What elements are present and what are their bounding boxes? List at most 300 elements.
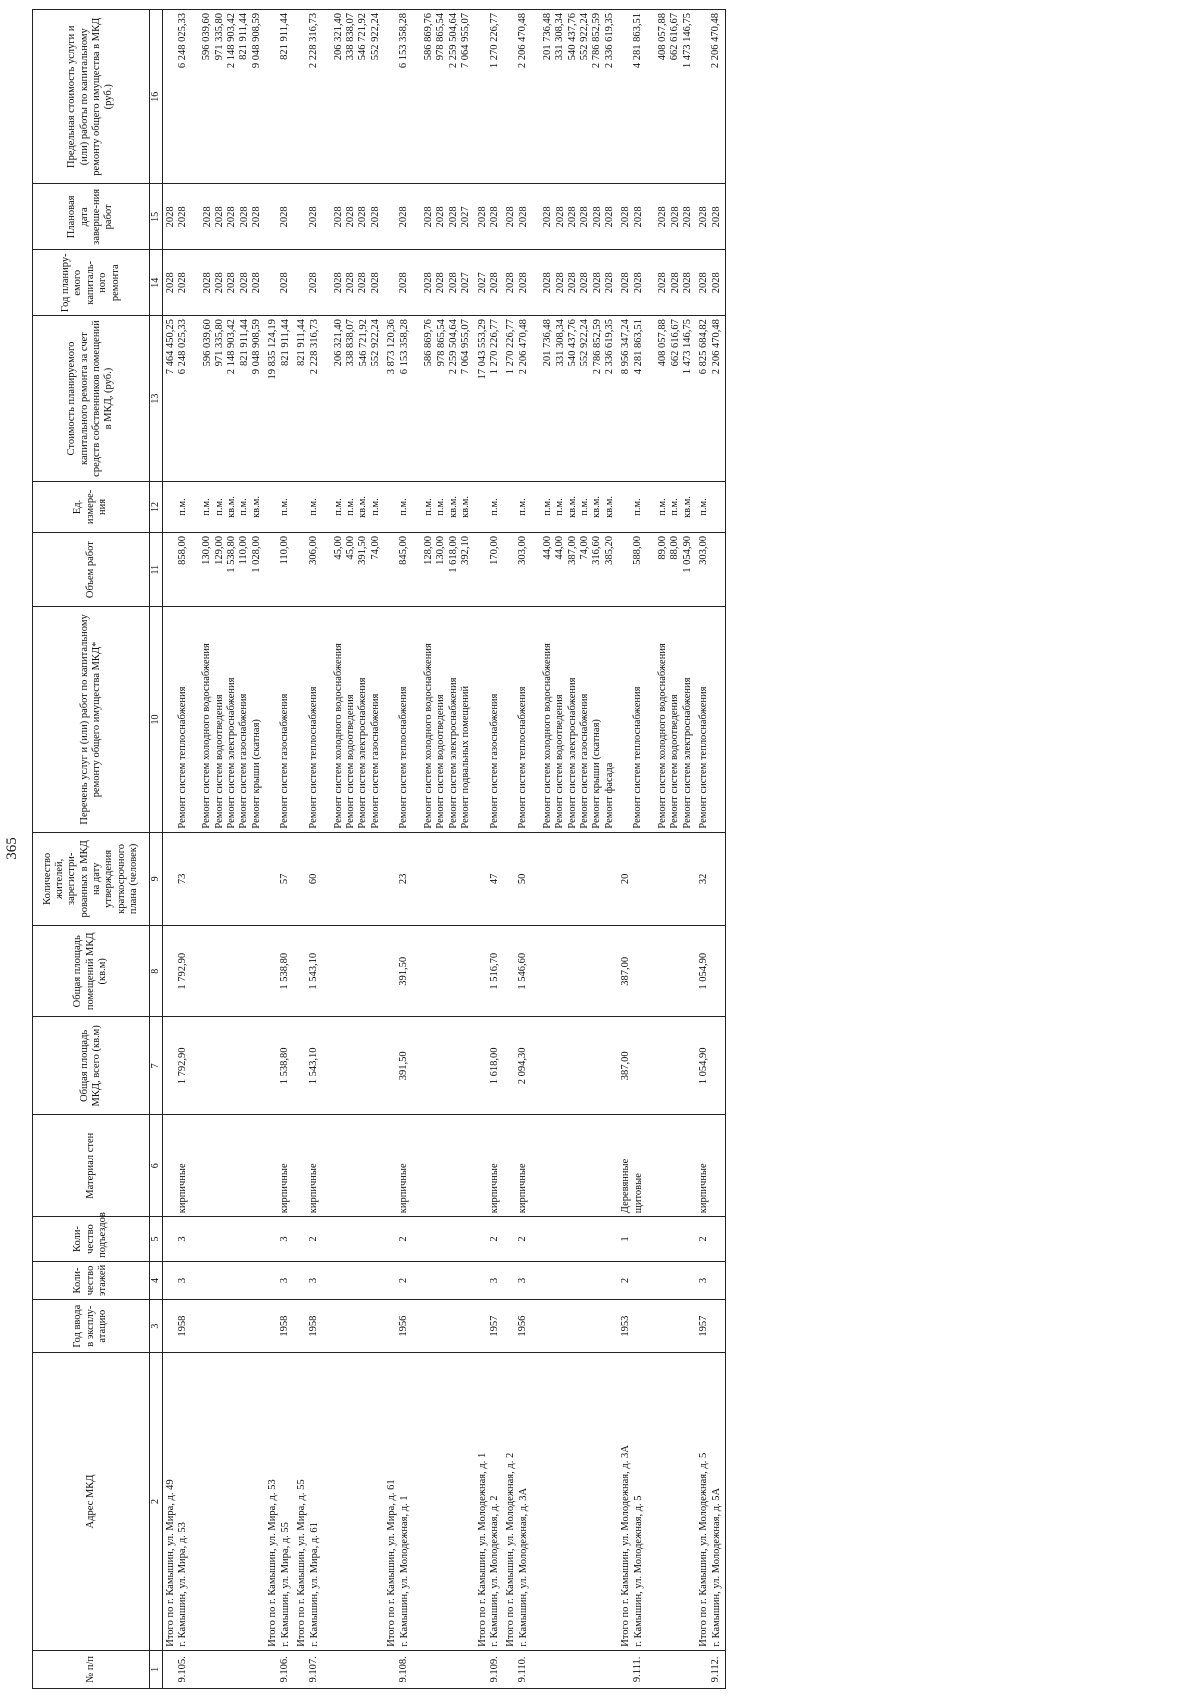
cell-line — [505, 1020, 517, 1111]
cell-res — [475, 832, 504, 926]
column-number: 1 — [150, 1650, 163, 1688]
cell-line: 2028 — [604, 272, 616, 294]
repair-plan-table — [32, 9, 726, 1689]
cell-pdate — [618, 184, 696, 250]
cell-cost — [294, 316, 384, 482]
cell-limit — [162, 10, 265, 184]
cell-line: кирпичные — [279, 1163, 291, 1214]
cell-line: кирпичные — [517, 1163, 529, 1214]
column-number: 10 — [150, 607, 163, 832]
cell-line: 2028 — [657, 206, 669, 228]
cell-line — [165, 485, 177, 529]
cell-line — [165, 1654, 177, 1685]
cell-line — [267, 1020, 279, 1111]
cell-line: 2028 — [698, 206, 710, 228]
cell-line: 586 869,76 — [422, 13, 434, 61]
cell-line — [190, 319, 202, 478]
cell-addr — [265, 1353, 294, 1651]
cell-line: Итого по г. Камышин, ул. Молодежная, д. 1 — [476, 1452, 488, 1647]
cell-line — [386, 1265, 398, 1296]
cell-line: г. Камышин, ул. Молодежная, д. 1 — [398, 1495, 410, 1647]
cell-line: 2 — [698, 1236, 710, 1242]
cell-line: 9.106. — [279, 1656, 291, 1683]
cell-works — [265, 607, 294, 832]
cell-line: 1 473 146,75 — [681, 319, 693, 375]
cell-line: 2 — [517, 1236, 529, 1242]
table-row — [384, 10, 474, 1689]
cell-line — [505, 610, 517, 828]
cell-line — [530, 319, 542, 478]
cell-line — [267, 929, 279, 1013]
cell-line: 2028 — [554, 272, 566, 294]
cell-line: 546 721,92 — [357, 319, 369, 367]
cell-unit — [162, 481, 265, 532]
cell-line — [296, 13, 308, 180]
cell-pdate — [384, 184, 474, 250]
cell-line — [386, 1303, 398, 1349]
cell-line: Ремонт систем теплоснабжения — [698, 686, 710, 829]
cell-line: 44,00 — [554, 535, 566, 560]
cell-line: 2028 — [422, 206, 434, 228]
table-row — [162, 10, 265, 1689]
cell-works — [294, 607, 384, 832]
column-header: Материал стен — [33, 1115, 150, 1217]
cell-line — [386, 836, 398, 923]
cell-line: кв.м. — [591, 495, 603, 518]
cell-line — [267, 610, 279, 828]
cell-line — [620, 1654, 632, 1685]
cell-line — [633, 1020, 645, 1111]
cell-line: 2028 — [238, 272, 250, 294]
column-number: 15 — [150, 184, 163, 250]
cell-line: кв.м. — [681, 495, 693, 518]
cell-parea — [265, 926, 294, 1017]
cell-line: кирпичные — [488, 1163, 500, 1214]
cell-line — [477, 536, 489, 603]
cell-line — [321, 319, 333, 478]
cell-line: 2028 — [357, 272, 369, 294]
cell-line: 2 206 470,48 — [710, 13, 722, 69]
cell-line — [296, 253, 308, 312]
cell-line — [645, 485, 657, 529]
cell-vol — [384, 532, 474, 606]
cell-line: г. Камышин, ул. Молодежная, д. 3А — [517, 1487, 529, 1647]
cell-line: 7 464 450,25 — [164, 319, 176, 375]
cell-line: 821 911,44 — [279, 319, 291, 367]
cell-line — [477, 1265, 489, 1296]
cell-area — [265, 1017, 294, 1115]
cell-line — [411, 187, 423, 246]
cell-line: 45,00 — [344, 535, 356, 560]
cell-line — [296, 836, 308, 923]
cell-line — [620, 610, 632, 828]
cell-line: кв.м. — [459, 495, 471, 518]
cell-line: 2028 — [213, 272, 225, 294]
cell-line: 2028 — [369, 272, 381, 294]
cell-line: 2028 — [710, 272, 722, 294]
cell-line: 57 — [279, 873, 291, 885]
cell-line: 170,00 — [488, 535, 500, 565]
cell-area — [475, 1017, 504, 1115]
cell-pdate — [503, 184, 618, 250]
cell-line — [267, 536, 279, 603]
cell-line: Ремонт систем холодного водоснабжения — [332, 643, 344, 829]
cell-line: кв.м. — [357, 495, 369, 518]
cell-unit — [384, 481, 474, 532]
cell-line: 1956 — [398, 1315, 410, 1337]
cell-line: 50 — [517, 873, 529, 885]
cell-limit — [503, 10, 618, 184]
cell-line — [267, 1654, 279, 1685]
cell-line: кирпичные — [698, 1163, 710, 1214]
cell-line: Ремонт фасада — [603, 762, 615, 829]
cell-line: 331 308,34 — [554, 13, 566, 61]
cell-line: п.м. — [308, 498, 320, 516]
cell-line: 552 922,24 — [578, 13, 590, 61]
cell-line: 128,00 — [422, 535, 434, 565]
cell-line: 1 538,80 — [279, 1047, 291, 1085]
cell-line: 2028 — [579, 206, 591, 228]
cell-line: п.м. — [698, 498, 710, 516]
cell-works — [503, 607, 618, 832]
cell-year — [162, 1300, 265, 1353]
cell-line: Ремонт систем холодного водоснабжения — [541, 643, 553, 829]
cell-line: 1 546,60 — [517, 952, 529, 990]
cell-line: 9.105. — [176, 1656, 188, 1683]
cell-line: 1 270 226,77 — [489, 319, 501, 375]
cell-line: 2028 — [620, 272, 632, 294]
cell-line: 338 838,07 — [345, 319, 357, 367]
cell-line: 387,00 — [620, 956, 632, 986]
cell-line: 6 153 358,28 — [398, 13, 410, 69]
cell-line: 2 094,30 — [517, 1047, 529, 1085]
cell-mat — [294, 1115, 384, 1217]
column-number: 14 — [150, 250, 163, 316]
cell-line: 821 911,44 — [238, 319, 250, 367]
cell-pyear — [475, 250, 504, 316]
cell-line — [165, 1118, 177, 1213]
cell-line: 2 336 619,35 — [603, 13, 615, 69]
cell-addr — [384, 1353, 474, 1651]
cell-line: 2028 — [164, 272, 176, 294]
cell-line — [505, 1265, 517, 1296]
cell-line — [505, 1118, 517, 1213]
cell-line: 1958 — [176, 1315, 188, 1337]
cell-line: 6 248 025,33 — [176, 13, 188, 69]
cell-floors — [162, 1261, 265, 1299]
cell-pyear — [696, 250, 725, 316]
cell-res — [265, 832, 294, 926]
cell-line: 1 792,90 — [176, 952, 188, 990]
cell-line: 23 — [398, 873, 410, 885]
cell-line — [633, 929, 645, 1013]
table-row — [294, 10, 384, 1689]
cell-line: 338 838,07 — [344, 13, 356, 61]
cell-entr — [265, 1217, 294, 1262]
cell-line: 2 336 619,35 — [604, 319, 616, 375]
cell-line: 6 825 684,82 — [698, 319, 710, 375]
cell-res — [618, 832, 696, 926]
cell-line — [530, 13, 542, 180]
cell-works — [696, 607, 725, 832]
cell-line — [267, 1118, 279, 1213]
column-number: 12 — [150, 481, 163, 532]
cell-line — [189, 485, 201, 529]
column-header: Количество жителей, зарегистри-рованных в МКД на дату утверждения краткосрочного плана (человек) — [33, 832, 150, 926]
cell-line: 2028 — [226, 206, 238, 228]
column-number: 9 — [150, 832, 163, 926]
cell-line: 546 721,92 — [357, 13, 369, 61]
cell-floors — [384, 1261, 474, 1299]
cell-line — [505, 536, 517, 603]
column-header: Перечень услуг и (или) работ по капитальному ремонту общего имущества МКД* — [33, 607, 150, 832]
cell-line: Ремонт систем газоснабжения — [279, 693, 291, 829]
cell-line: 2 — [398, 1277, 410, 1284]
cell-line — [477, 1118, 489, 1213]
cell-line: 303,00 — [698, 535, 710, 565]
cell-line — [386, 187, 398, 246]
cell-line: 2028 — [710, 206, 722, 228]
column-number: 13 — [150, 316, 163, 482]
cell-line — [530, 610, 542, 828]
cell-line: 89,00 — [656, 535, 668, 560]
cell-line: 552 922,24 — [579, 319, 591, 367]
cell-line: п.м. — [541, 498, 553, 516]
cell-line: 2028 — [554, 206, 566, 228]
column-number: 3 — [150, 1300, 163, 1353]
cell-line: 391,50 — [398, 956, 410, 986]
cell-line: 2028 — [332, 272, 344, 294]
cell-line: 73 — [176, 873, 188, 885]
column-number: 16 — [150, 10, 163, 184]
cell-unit — [265, 481, 294, 532]
cell-line — [386, 536, 398, 603]
cell-line: Ремонт систем холодного водоснабжения — [201, 643, 213, 829]
cell-line — [165, 1220, 177, 1258]
cell-line: Ремонт систем водоотведения — [669, 694, 681, 829]
column-header: Коли-чество этажей — [33, 1261, 150, 1299]
column-header: № п/п — [33, 1650, 150, 1688]
cell-line — [296, 1654, 308, 1685]
cell-line: 387,00 — [566, 535, 578, 565]
cell-line: 2028 — [332, 206, 344, 228]
cell-line: 3 — [488, 1277, 500, 1284]
cell-line — [633, 1220, 645, 1258]
cell-line — [530, 536, 542, 603]
cell-line — [267, 1220, 279, 1258]
cell-parea — [475, 926, 504, 1017]
cell-line — [386, 253, 398, 312]
cell-area — [503, 1017, 618, 1115]
cell-line: 129,00 — [213, 535, 225, 565]
cell-line: 2028 — [681, 206, 693, 228]
cell-line — [296, 1118, 308, 1213]
cell-line — [386, 1654, 398, 1685]
cell-year — [503, 1300, 618, 1353]
cell-line — [645, 253, 657, 312]
cell-line: 7 064 955,07 — [459, 13, 471, 69]
cell-line: 1956 — [517, 1315, 529, 1337]
cell-unit — [618, 481, 696, 532]
cell-line — [296, 187, 308, 246]
cell-line: 2 786 852,59 — [591, 13, 603, 69]
cell-line — [645, 536, 657, 603]
cell-line: п.м. — [656, 498, 668, 516]
cell-cost — [618, 316, 696, 482]
cell-line — [321, 610, 333, 828]
cell-line: 20 — [620, 873, 632, 885]
cell-line: Деревянные щитовые — [620, 1158, 644, 1214]
cell-line: 2028 — [177, 206, 189, 228]
cell-line: 2028 — [591, 272, 603, 294]
cell-line: 845,00 — [398, 535, 410, 565]
cell-line: 2028 — [681, 272, 693, 294]
cell-line — [165, 13, 177, 180]
cell-line: 60 — [308, 873, 320, 885]
cell-line — [633, 1303, 645, 1349]
cell-line: 2028 — [251, 206, 263, 228]
cell-parea — [696, 926, 725, 1017]
cell-entr — [475, 1217, 504, 1262]
cell-line: п.м. — [344, 498, 356, 516]
cell-line: 4 281 863,51 — [632, 319, 644, 375]
cell-entr — [162, 1217, 265, 1262]
cell-line: 2028 — [213, 206, 225, 228]
cell-line: 2 — [308, 1236, 320, 1242]
cell-line: кв.м. — [225, 495, 237, 518]
cell-line: 206 321,40 — [332, 319, 344, 367]
cell-line: 130,00 — [201, 535, 213, 565]
cell-line: п.м. — [369, 498, 381, 516]
cell-mat — [384, 1115, 474, 1217]
cell-line: 2028 — [308, 206, 320, 228]
cell-line — [321, 187, 333, 246]
cell-line: 2027 — [476, 272, 488, 294]
cell-line: 2028 — [657, 272, 669, 294]
cell-line — [267, 836, 279, 923]
cell-line: 32 — [698, 873, 710, 885]
column-header: Стоимость планируемого капитального ремонта за счет средств собственников помещений в МКД, (руб.) — [33, 316, 150, 482]
cell-line: Ремонт систем электроснабжения — [681, 677, 693, 829]
column-header: Год планиру-емого капиталь-ного ремонта — [33, 250, 150, 316]
cell-line: 44,00 — [541, 535, 553, 560]
cell-unit — [503, 481, 618, 532]
cell-line: 9.109. — [488, 1656, 500, 1683]
cell-line — [296, 1265, 308, 1296]
cell-line — [321, 13, 333, 180]
cell-line — [165, 1020, 177, 1111]
cell-entr — [384, 1217, 474, 1262]
cell-addr — [618, 1353, 696, 1651]
column-header: Адрес МКД — [33, 1353, 150, 1651]
cell-line — [296, 536, 308, 603]
cell-line: п.м. — [517, 498, 529, 516]
cell-line: Ремонт систем газоснабжения — [578, 693, 590, 829]
cell-line: 2028 — [620, 206, 632, 228]
cell-unit — [294, 481, 384, 532]
cell-line: 2028 — [201, 206, 213, 228]
cell-line: 3 873 120,36 — [386, 319, 398, 375]
cell-line: п.м. — [279, 498, 291, 516]
cell-line: Ремонт систем теплоснабжения — [632, 686, 644, 829]
cell-line: 2028 — [447, 206, 459, 228]
cell-line — [477, 1020, 489, 1111]
column-header: Ед. измере-ния — [33, 481, 150, 532]
cell-line: 2 148 903,42 — [226, 319, 238, 375]
cell-line: п.м. — [201, 498, 213, 516]
cell-line: 2 — [620, 1277, 632, 1284]
cell-line: Ремонт систем водоотведения — [435, 694, 447, 829]
cell-line: 2 259 504,64 — [447, 319, 459, 375]
cell-line: 2028 — [435, 206, 447, 228]
cell-line — [645, 13, 657, 180]
cell-line — [505, 929, 517, 1013]
cell-line — [505, 1303, 517, 1349]
cell-line: п.м. — [578, 498, 590, 516]
cell-line: 1 543,10 — [308, 952, 320, 990]
cell-area — [294, 1017, 384, 1115]
cell-line — [296, 929, 308, 1013]
cell-line: 110,00 — [238, 535, 250, 565]
cell-res — [294, 832, 384, 926]
cell-line — [620, 536, 632, 603]
column-number: 2 — [150, 1353, 163, 1651]
cell-line: Ремонт систем электроснабжения — [566, 677, 578, 829]
cell-area — [618, 1017, 696, 1115]
cell-line — [633, 836, 645, 923]
cell-line: 2028 — [201, 272, 213, 294]
cell-line — [165, 1303, 177, 1349]
cell-line — [711, 929, 723, 1013]
cell-line: Ремонт систем электроснабжения — [447, 677, 459, 829]
cell-vol — [265, 532, 294, 606]
cell-cost — [475, 316, 504, 482]
cell-line: п.м. — [632, 498, 644, 516]
cell-line: 552 922,24 — [369, 13, 381, 61]
cell-line — [411, 13, 423, 180]
cell-limit — [696, 10, 725, 184]
cell-addr — [696, 1353, 725, 1651]
cell-floors — [265, 1261, 294, 1299]
cell-line: Итого по г. Камышин, ул. Молодежная, д. 2 — [505, 1452, 517, 1647]
cell-line: 1 054,90 — [698, 952, 710, 990]
cell-pyear — [503, 250, 618, 316]
cell-line: 1 054,90 — [698, 1047, 710, 1085]
cell-works — [162, 607, 265, 832]
cell-line: 821 911,44 — [279, 13, 291, 60]
cell-line — [386, 1118, 398, 1213]
cell-line — [190, 253, 202, 312]
cell-line: Ремонт систем газоснабжения — [369, 693, 381, 829]
cell-line: 2028 — [517, 206, 529, 228]
cell-line: 74,00 — [369, 535, 381, 560]
cell-pyear — [162, 250, 265, 316]
cell-line: 540 437,76 — [566, 319, 578, 367]
cell-line: 2028 — [369, 206, 381, 228]
cell-line — [505, 836, 517, 923]
cell-line: 2028 — [489, 272, 501, 294]
cell-line: 2028 — [164, 206, 176, 228]
table-row — [618, 10, 696, 1689]
cell-line: Ремонт систем газоснабжения — [238, 693, 250, 829]
cell-line: кв.м. — [566, 495, 578, 518]
cell-line: 588,00 — [632, 535, 644, 565]
cell-line: 596 039,60 — [201, 13, 213, 61]
cell-cost — [265, 316, 294, 482]
cell-line: кв.м. — [603, 495, 615, 518]
table-header-row — [33, 10, 150, 1689]
cell-line: Ремонт крыши (скатная) — [591, 719, 603, 829]
